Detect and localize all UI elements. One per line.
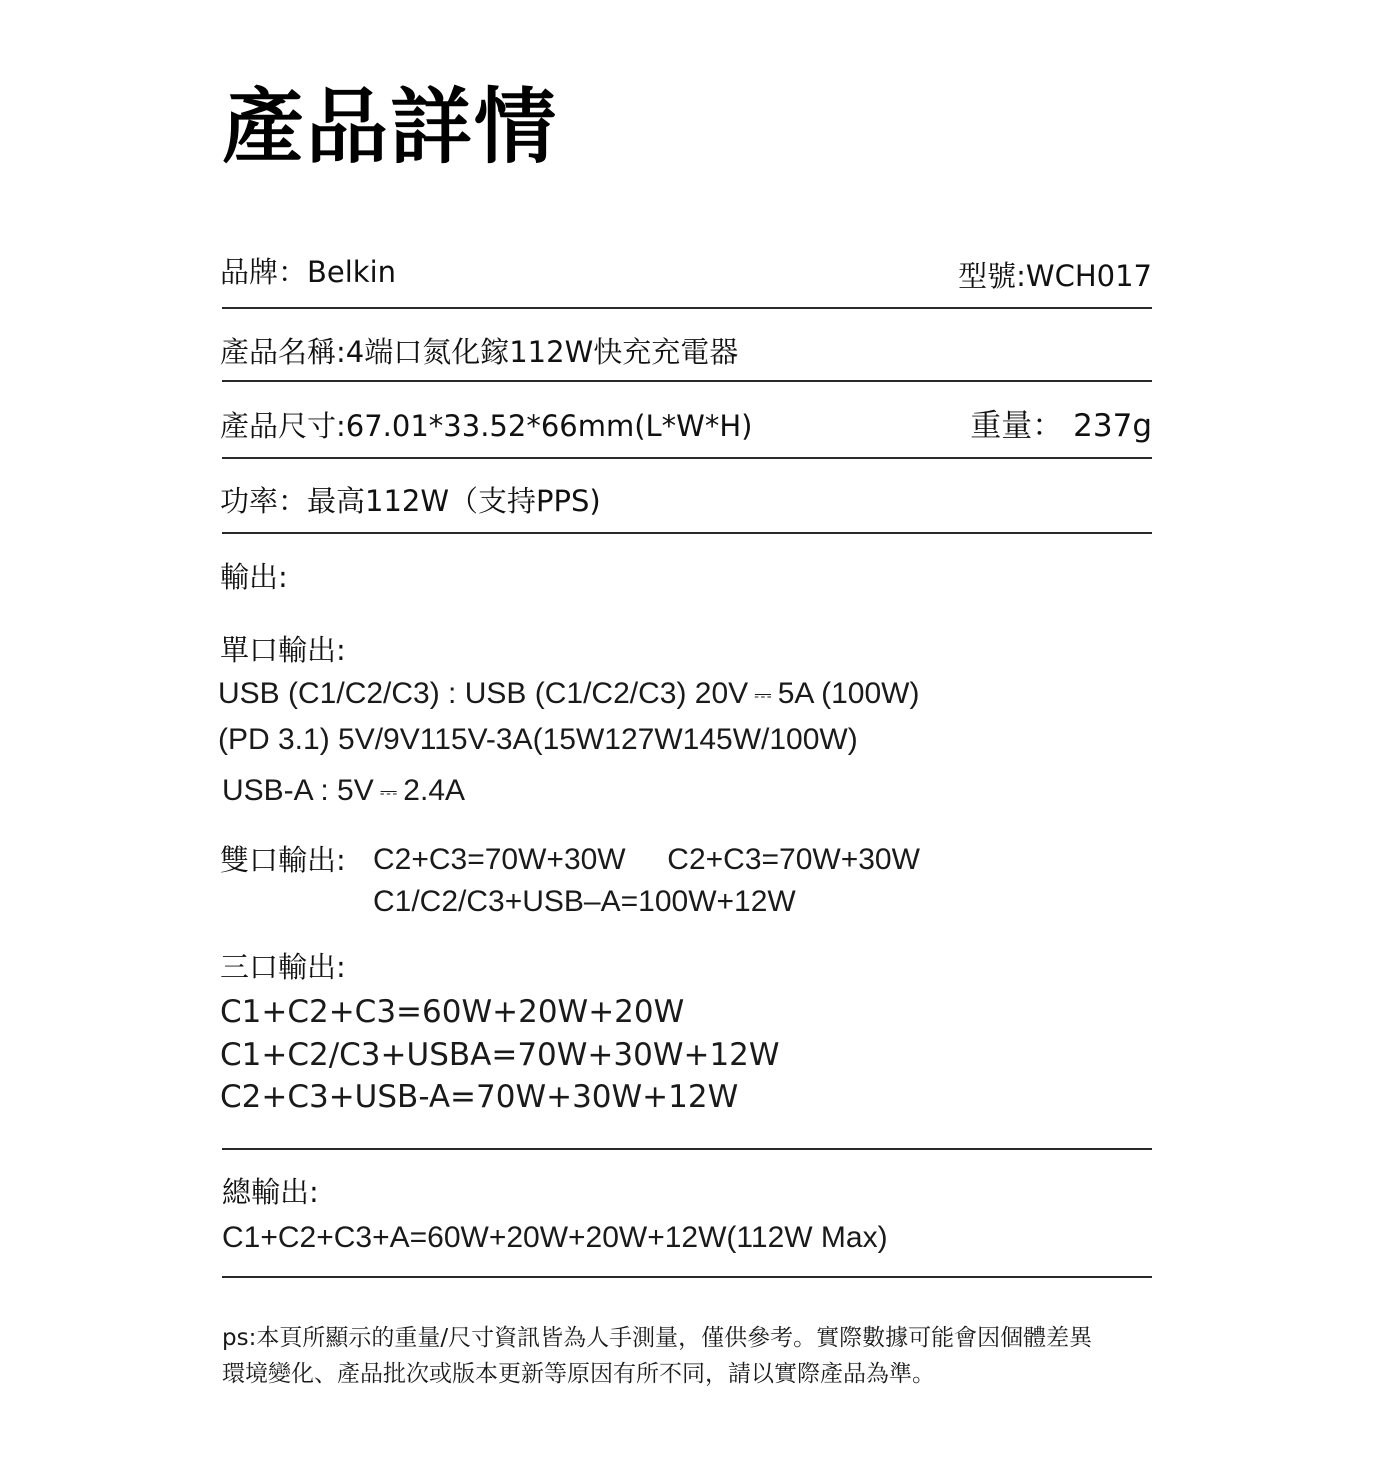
triple-output-line: C2+C3+USB-A=70W+30W+12W (220, 1079, 739, 1115)
triple-output-heading: 三口輸出: (220, 950, 346, 984)
divider (222, 532, 1152, 534)
total-output-line: C1+C2+C3+A=60W+20W+20W+12W(112W Max) (222, 1221, 888, 1254)
divider (222, 1148, 1152, 1150)
brand-label: 品牌：Belkin (220, 255, 397, 289)
triple-output-line: C1+C2+C3=60W+20W+20W (220, 994, 685, 1030)
output-heading: 輸出: (220, 560, 288, 594)
divider (222, 380, 1152, 382)
dual-output-line-2: C1/C2/C3+USB–A=100W+12W (373, 885, 796, 918)
product-name: 產品名稱:4端口氮化鎵112W快充充電器 (220, 335, 739, 369)
divider (222, 307, 1152, 309)
total-output-heading: 總輸出: (222, 1175, 319, 1209)
single-output-line-3 (222, 771, 465, 812)
single-output-line-2: (PD 3.1) 5V/9V115V-3A(15W127W145W/100W) (218, 723, 858, 756)
single-output-heading: 單口輸出: (220, 633, 346, 667)
model-label: 型號:WCH017 (958, 259, 1152, 293)
page-title: 產品詳情 (222, 80, 559, 175)
single-output-line-3-a: USB-A : 5V (222, 774, 374, 807)
product-dimensions: 產品尺寸:67.01*33.52*66mm(L*W*H) (220, 409, 753, 443)
single-output-line-1-b: 5A (100W) (777, 677, 920, 710)
footnote-line-2: 環境變化、產品批次或版本更新等原因有所不同，請以實際產品為準。 (222, 1361, 935, 1387)
dc-symbol-icon: ⎓ (754, 682, 772, 708)
single-output-line-1-a: USB (C1/C2/C3) : USB (C1/C2/C3) 20V (218, 677, 749, 710)
power-rating: 功率：最高112W（支持PPS) (220, 484, 601, 518)
dual-output-heading: 雙口輸出: (220, 843, 346, 877)
dc-symbol-icon: ⎓ (379, 779, 398, 805)
dual-output-line-1: C2+C3=70W+30W C2+C3=70W+30W (373, 843, 920, 876)
product-weight: 重量： 237g (970, 408, 1152, 444)
single-output-line-1 (218, 674, 919, 715)
divider (222, 1276, 1152, 1278)
triple-output-line: C1+C2/C3+USBA=70W+30W+12W (220, 1037, 780, 1073)
footnote-line-1: ps:本頁所顯示的重量/尺寸資訊皆為人手測量，僅供參考。實際數據可能會因個體差異 (222, 1325, 1093, 1351)
divider (222, 457, 1152, 459)
single-output-line-3-b: 2.4A (403, 774, 466, 807)
